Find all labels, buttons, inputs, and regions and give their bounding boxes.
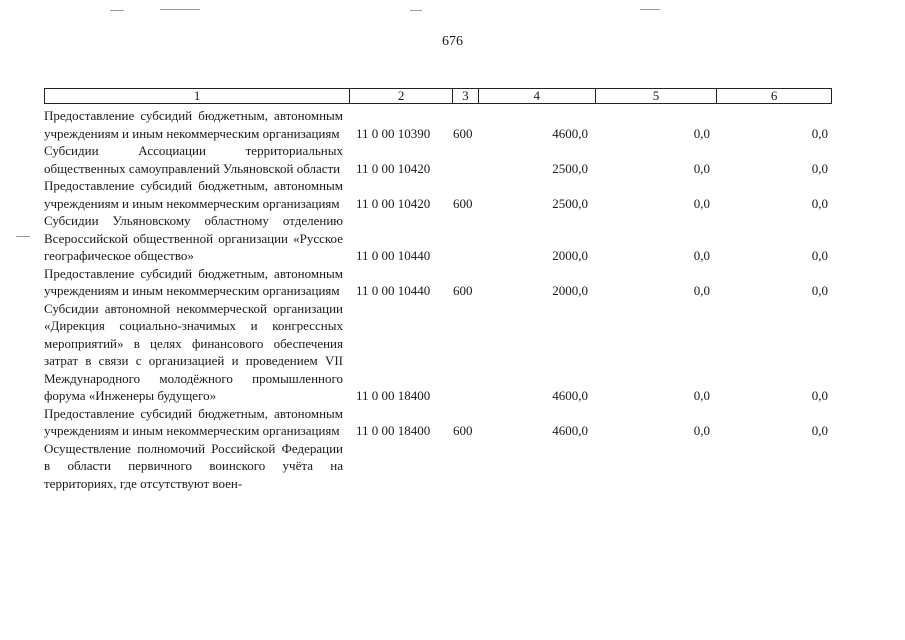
row-code: 11 0 00 10420 xyxy=(356,160,431,176)
row-name: Субсидии Ульяновскому областному отделению Всероссийской общественной организации «Русское географическое общество» xyxy=(44,213,343,263)
header-col-1: 1 xyxy=(45,89,350,103)
row-values xyxy=(44,282,832,300)
row-values xyxy=(44,160,832,178)
row-col5: 0,0 xyxy=(693,195,710,211)
row-name: Предоставление субсидий бюджетным, автономным учреждениям и иным некоммерческим организациям xyxy=(44,265,343,298)
row-col5: 0,0 xyxy=(693,283,710,298)
row-values xyxy=(44,195,832,213)
row-name: Осуществление полномочий Российской Федерации в области первичного воинского учёта на территориях, где отсутствуют воен- xyxy=(44,440,343,491)
header-col-4: 4 xyxy=(479,89,596,103)
row-col6: 0,0 xyxy=(811,248,828,263)
row-vr: 600 xyxy=(453,423,473,438)
row-col5: 0,0 xyxy=(693,125,710,141)
row-code: 11 0 00 10440 xyxy=(356,248,431,263)
header-col-2: 2 xyxy=(350,89,453,103)
table-row xyxy=(44,212,832,265)
row-name: Субсидии Ассоциации территориальных общественных самоуправлений Ульяновской области xyxy=(44,143,343,176)
table-row xyxy=(44,142,832,177)
row-name: Предоставление субсидий бюджетным, автономным учреждениям и иным некоммерческим организациям xyxy=(44,178,343,211)
table-header xyxy=(44,88,832,104)
row-col4: 4600,0 xyxy=(552,388,588,403)
row-values xyxy=(44,125,832,143)
row-col6: 0,0 xyxy=(811,125,828,141)
row-values xyxy=(44,422,832,440)
page-number: 676 xyxy=(442,34,463,49)
row-col5: 0,0 xyxy=(693,248,710,263)
header-col-5: 5 xyxy=(596,89,718,103)
row-code: 11 0 00 18400 xyxy=(356,423,431,438)
row-col6: 0,0 xyxy=(811,195,828,211)
row-name: Субсидии автономной некоммерческой организации «Дирекция социально-значимых и конгрессных мероприятий» в целях финансового обеспечения затрат в связи с организацией и проведением VII Международного молодёжного промышленного форума «Инженеры будущего» xyxy=(44,300,343,403)
row-name: Предоставление субсидий бюджетным, автономным учреждениям и иным некоммерческим организациям xyxy=(44,405,343,438)
scan-speck xyxy=(410,10,422,11)
row-values xyxy=(44,247,832,265)
scan-speck xyxy=(110,10,124,11)
row-col5: 0,0 xyxy=(693,388,710,403)
scan-speck xyxy=(16,236,30,237)
header-col-6: 6 xyxy=(770,88,778,103)
table-row xyxy=(44,405,832,440)
row-values xyxy=(44,475,832,493)
table-row xyxy=(44,265,832,300)
row-values xyxy=(44,387,832,405)
row-col6: 0,0 xyxy=(811,283,828,298)
row-code: 11 0 00 18400 xyxy=(356,388,431,403)
row-col4: 2000,0 xyxy=(552,283,588,298)
row-col6: 0,0 xyxy=(811,160,828,176)
scan-speck xyxy=(640,9,660,10)
row-vr: 600 xyxy=(453,195,473,211)
row-col4: 4600,0 xyxy=(552,125,588,141)
row-col4: 2500,0 xyxy=(552,195,588,211)
table-row xyxy=(44,107,832,142)
row-name: Предоставление субсидий бюджетным, автономным учреждениям и иным некоммерческим организациям xyxy=(44,108,343,141)
row-vr: 600 xyxy=(453,283,473,298)
row-col6: 0,0 xyxy=(811,388,828,403)
table-row xyxy=(44,440,832,493)
row-col4: 4600,0 xyxy=(552,423,588,438)
table-row xyxy=(44,177,832,212)
row-code: 11 0 00 10420 xyxy=(356,195,431,211)
row-code: 11 0 00 10390 xyxy=(356,125,431,141)
table-body xyxy=(44,107,832,492)
row-col5: 0,0 xyxy=(693,423,710,438)
table-row xyxy=(44,300,832,405)
row-vr: 600 xyxy=(453,125,473,141)
row-code: 11 0 00 10440 xyxy=(356,283,431,298)
scan-speck xyxy=(160,9,200,10)
row-col5: 0,0 xyxy=(693,160,710,176)
row-col4: 2000,0 xyxy=(552,248,588,263)
row-col4: 2500,0 xyxy=(552,160,588,176)
header-col-3: 3 xyxy=(453,89,479,103)
row-col6: 0,0 xyxy=(811,423,828,438)
